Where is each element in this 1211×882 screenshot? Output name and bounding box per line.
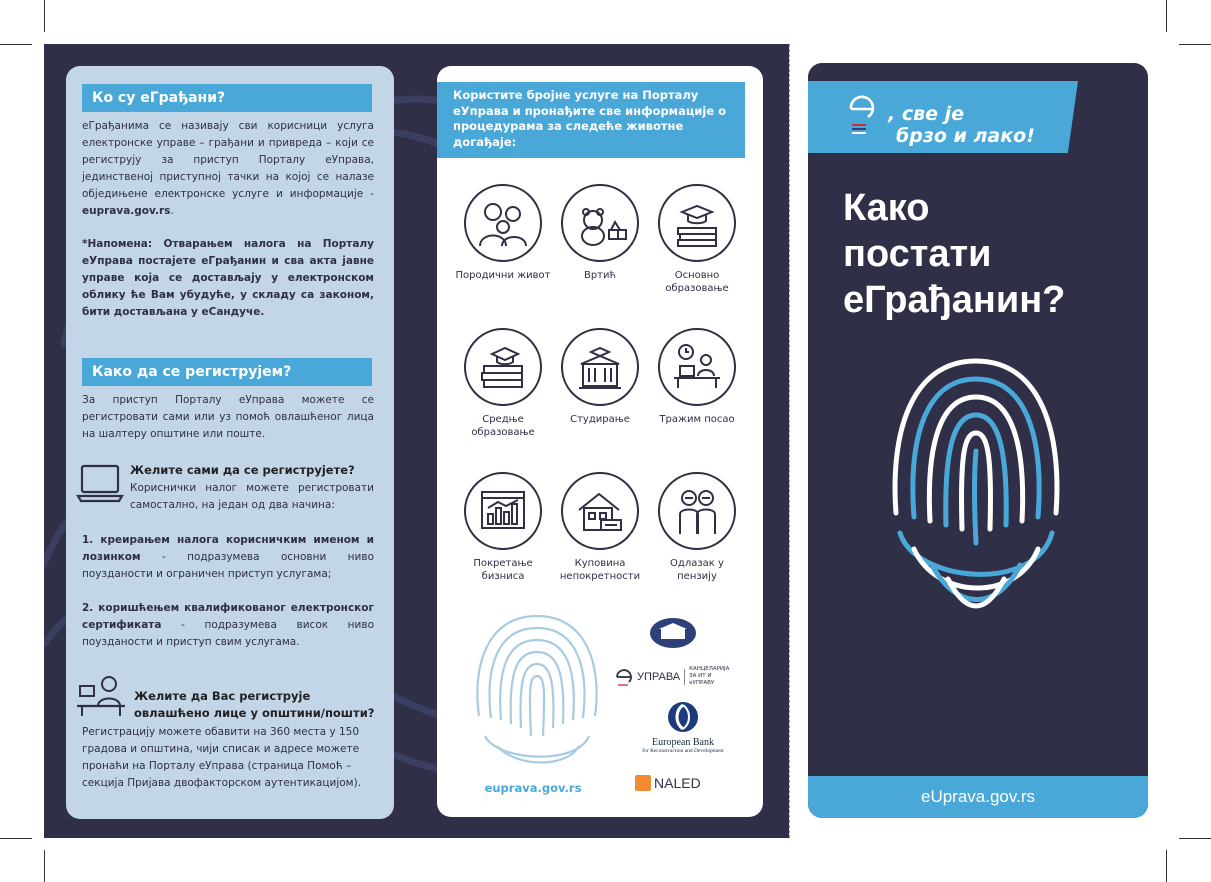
slogan-line1: , све је	[888, 103, 965, 125]
crop-mark	[44, 0, 45, 32]
who-paragraph: еГрађанима се називају сви корисници услуга електронске управе – грађани и привреда – који се региструју за приступ Порталу еУправа, јединственој приступној тачки на којој се налазе обједињене електронске услуге и информације - euprava.gov.rs.	[82, 120, 374, 217]
university-icon	[561, 328, 639, 406]
ebrd-logo	[633, 701, 733, 755]
service-label: Одлазак у пензију	[670, 558, 724, 582]
service-primary-education[interactable]	[649, 184, 745, 295]
service-label: Студирање	[570, 414, 630, 425]
naled-logo	[635, 775, 701, 791]
service-university[interactable]	[552, 328, 648, 426]
crop-mark	[1166, 0, 1167, 32]
services-panel	[437, 66, 763, 817]
kancelarija-text: КАНЦЕЛАРИЈА ЗА ИТ И еУПРАВУ	[689, 666, 730, 686]
option-username-password: 1. креирањем налога корисничким именом и лозинком - подразумева основни ниво поузданости и ограничен приступ услугама;	[82, 534, 374, 580]
assisted-register-heading: Желите да Вас региструје овлашћено лице у општини/пошти?	[134, 689, 375, 720]
service-job-search[interactable]	[649, 328, 745, 426]
house-icon	[561, 472, 639, 550]
clerk-desk-icon	[76, 672, 126, 722]
kindergarten-icon	[561, 184, 639, 262]
brochure-sheet	[44, 44, 1166, 838]
euprava-logo-text: УПРАВА	[637, 670, 681, 683]
naled-mark-icon	[635, 775, 651, 791]
crop-mark	[1179, 44, 1211, 45]
euprava-e-icon	[846, 89, 876, 141]
fold-line	[789, 44, 790, 838]
fingerprint-illustration	[467, 606, 607, 776]
service-family-life[interactable]	[455, 184, 551, 282]
service-buy-property[interactable]	[552, 472, 648, 583]
crop-mark	[1179, 838, 1211, 839]
ebrd-subtitle: for Reconstruction and Development	[642, 748, 724, 754]
portal-url-bar[interactable]: eUprava.gov.rs	[808, 776, 1148, 818]
portal-link[interactable]: euprava.gov.rs	[82, 205, 171, 217]
crop-mark	[0, 838, 32, 839]
cover-panel	[808, 63, 1148, 818]
logo-divider	[684, 669, 685, 685]
crop-mark	[44, 850, 45, 882]
service-label: Породични живот	[455, 270, 551, 281]
info-panel	[66, 66, 394, 819]
title-line: постати	[843, 233, 992, 275]
service-kindergarten[interactable]	[552, 184, 648, 282]
books-graduation-icon	[658, 184, 736, 262]
laptop-icon	[76, 462, 124, 508]
business-chart-icon	[464, 472, 542, 550]
title-line: еГрађанин?	[843, 279, 1066, 321]
job-search-icon	[658, 328, 736, 406]
crop-mark	[1166, 850, 1167, 882]
title-line: Како	[843, 187, 930, 229]
naled-text: NALED	[654, 775, 701, 791]
euprava-logo	[615, 666, 730, 687]
service-secondary-education[interactable]	[455, 328, 551, 439]
books-cap-icon	[464, 328, 542, 406]
service-label: Средње образовање	[471, 414, 535, 438]
government-emblem-logo	[649, 617, 697, 653]
services-heading: Користите бројне услуге на Порталу еУправа и пронађите све информације о процедурама за следеће животне догађаје:	[437, 82, 745, 158]
section-title-register: Како да се региструјем?	[82, 358, 372, 386]
self-register-heading: Желите сами да се региструјете?	[130, 463, 355, 477]
slogan	[888, 103, 1035, 147]
option-certificate: 2. коришћењем квалификованог електронског сертификата - подразумева висок ниво поузданости и приступ свим услугама.	[82, 602, 374, 648]
service-label: Тражим посао	[659, 414, 735, 425]
ebrd-name: European Bank	[652, 737, 714, 748]
registration-note: *Напомена: Отварањем налога на Порталу еУправа постајете еГрађанин и сва акта јавне управе која се достављају у електронском облику ће Вам убудуће, у складу са законом, бити достављана у еСандуче.	[82, 238, 374, 318]
section-title-who: Ко су еГрађани?	[82, 84, 372, 112]
assisted-register-text: Регистрацију можете обавити на 360 места у 150 градова и општина, чији списак и адресе можете пронаћи на Порталу еУправа (страница Помоћ – секција Пријава двофакторском аутентикацијом).	[82, 726, 362, 789]
service-label: Покретање бизниса	[473, 558, 533, 582]
service-start-business[interactable]	[455, 472, 551, 583]
service-retirement[interactable]	[649, 472, 745, 583]
crop-mark	[0, 44, 32, 45]
slogan-line2: брзо и лако!	[896, 125, 1035, 147]
cover-title	[843, 185, 1065, 323]
family-icon	[464, 184, 542, 262]
portal-url[interactable]: euprava.gov.rs	[484, 781, 582, 795]
register-intro: За приступ Порталу еУправа можете се регистровати сами или уз помоћ овлашћеног лица на шалтеру општине или поште.	[82, 394, 374, 440]
fingerprint-icon	[886, 353, 1066, 623]
service-label: Куповина непокретности	[559, 558, 641, 582]
pensioners-icon	[658, 472, 736, 550]
self-register-text: Кориснички налог можете регистровати самостално, на један од два начина:	[130, 482, 374, 511]
service-label: Вртић	[583, 270, 617, 281]
service-label: Основно образовање	[665, 270, 729, 294]
